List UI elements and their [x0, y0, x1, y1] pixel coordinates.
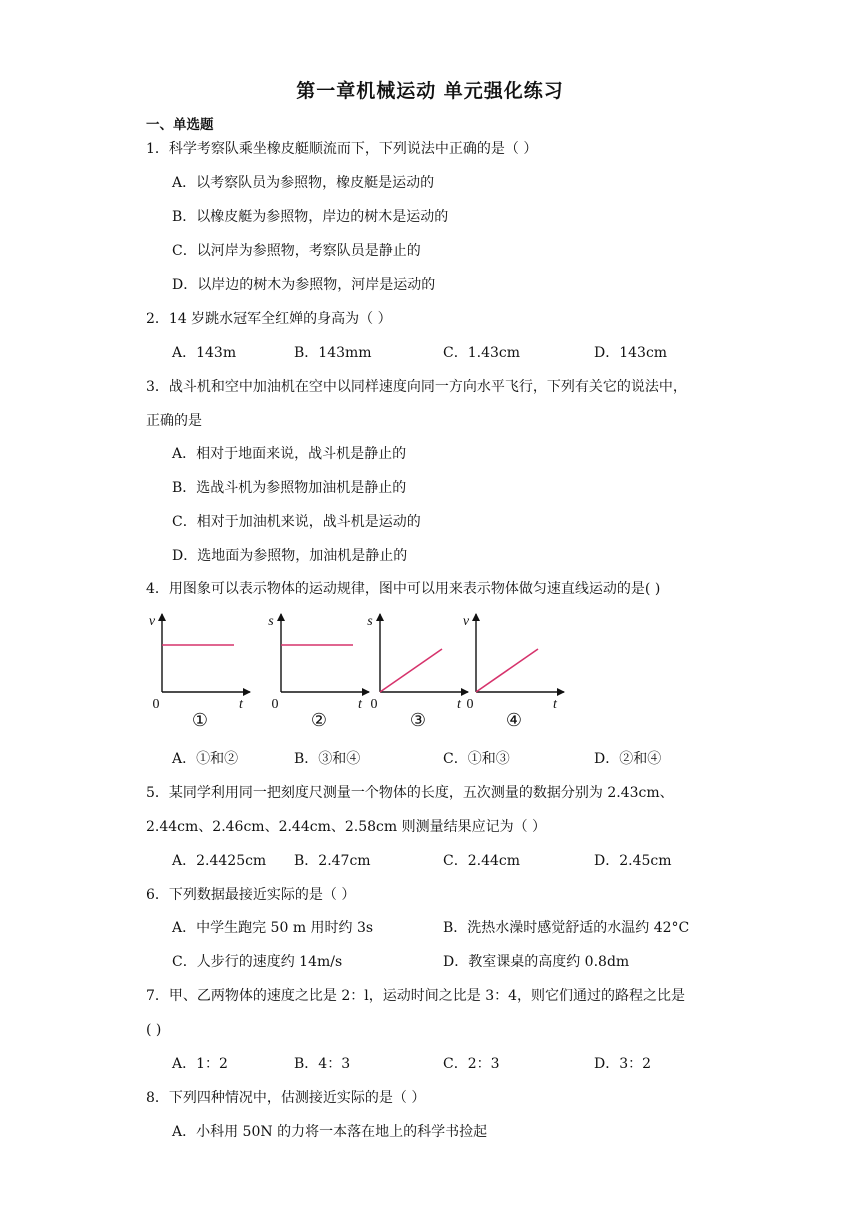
- page-title: 第一章机械运动 单元强化练习: [296, 80, 564, 102]
- question-1-option-a: A．以考察队员为参照物，橡皮艇是运动的: [172, 175, 435, 191]
- question-6-option-b: B．洗热水澡时感觉舒适的水温约 42°C: [443, 920, 690, 936]
- graph-4-data-line: [476, 649, 538, 692]
- question-5-option-d: D．2.45cm: [594, 853, 672, 869]
- graph-3-x-label: t: [457, 697, 461, 712]
- question-2-option-c: C．1.43cm: [443, 345, 520, 361]
- graph-1-number: ①: [191, 710, 209, 730]
- graph-1-y-label: v: [148, 614, 156, 629]
- question-8-stem: 8．下列四种情况中，估测接近实际的是（ ）: [146, 1090, 426, 1106]
- graph-3-origin-label: 0: [370, 697, 378, 712]
- graph-4-number: ④: [505, 710, 523, 730]
- question-7-option-c: C．2：3: [443, 1056, 500, 1072]
- question-2-option-b: B．143mm: [294, 345, 372, 361]
- question-6-option-d: D．教室课桌的高度约 0.8dm: [443, 954, 630, 970]
- question-1-stem: 1．科学考察队乘坐橡皮艇顺流而下，下列说法中正确的是（ ）: [146, 141, 538, 157]
- question-5-stem-line-1: 5．某同学利用同一把刻度尺测量一个物体的长度，五次测量的数据分别为 2.43cm、: [146, 785, 674, 801]
- question-3-option-c: C．相对于加油机来说，战斗机是运动的: [172, 514, 421, 530]
- question-1-option-d: D．以岸边的树木为参照物，河岸是运动的: [172, 277, 436, 293]
- question-1-option-c: C．以河岸为参照物，考察队员是静止的: [172, 243, 421, 259]
- question-5-stem-line-2: 2.44cm、2.46cm、2.44cm、2.58cm 则测量结果应记为（ ）: [146, 819, 547, 835]
- question-3-stem-line-2: 正确的是: [146, 413, 202, 429]
- question-4-option-d: D．②和④: [594, 751, 662, 767]
- question-3-stem-line-1: 3．战斗机和空中加油机在空中以同样速度向同一方向水平飞行，下列有关它的说法中，: [146, 379, 687, 395]
- question-2-option-a: A．143m: [172, 345, 237, 361]
- section-heading: 一、单选题: [146, 117, 214, 133]
- question-2-stem: 2．14 岁跳水冠军全红婵的身高为（ ）: [146, 311, 392, 327]
- question-1-option-b: B．以橡皮艇为参照物，岸边的树木是运动的: [172, 209, 449, 225]
- graph-2-number: ②: [310, 710, 328, 730]
- graph-1-origin-label: 0: [152, 697, 160, 712]
- question-4-option-a: A．①和②: [172, 751, 239, 767]
- question-6-stem: 6．下列数据最接近实际的是（ ）: [146, 887, 356, 903]
- graph-3-y-label: s: [367, 614, 373, 629]
- motion-graphs-figure: [140, 608, 580, 738]
- graph-2-y-label: s: [268, 614, 274, 629]
- question-5-option-b: B．2.47cm: [294, 853, 371, 869]
- question-6-option-c: C．人步行的速度约 14m/s: [172, 954, 343, 970]
- question-5-option-a: A．2.4425cm: [172, 853, 267, 869]
- question-4-stem: 4．用图象可以表示物体的运动规律，图中可以用来表示物体做匀速直线运动的是( ): [146, 581, 661, 597]
- question-4-option-b: B．③和④: [294, 751, 361, 767]
- question-7-stem-line-1: 7．甲、乙两物体的速度之比是 2：l，运动时间之比是 3：4，则它们通过的路程之比是: [146, 988, 686, 1004]
- question-7-stem-line-2: ( ): [146, 1022, 162, 1038]
- graph-3-data-line: [380, 649, 442, 692]
- graph-2-origin-label: 0: [271, 697, 279, 712]
- graph-1-x-label: t: [239, 697, 243, 712]
- question-7-option-d: D．3：2: [594, 1056, 652, 1072]
- question-8-option-a: A．小科用 50N 的力将一本落在地上的科学书捡起: [172, 1124, 488, 1140]
- graph-2-x-label: t: [358, 697, 362, 712]
- graph-3-number: ③: [409, 710, 427, 730]
- question-3-option-a: A．相对于地面来说，战斗机是静止的: [172, 446, 407, 462]
- question-2-option-d: D．143cm: [594, 345, 668, 361]
- question-6-option-a: A．中学生跑完 50 m 用时约 3s: [172, 920, 374, 936]
- question-7-option-a: A．1：2: [172, 1056, 228, 1072]
- question-5-option-c: C．2.44cm: [443, 853, 520, 869]
- graph-4-x-label: t: [553, 697, 557, 712]
- question-7-option-b: B．4：3: [294, 1056, 351, 1072]
- question-3-option-b: B．选战斗机为参照物加油机是静止的: [172, 480, 407, 496]
- question-3-option-d: D．选地面为参照物，加油机是静止的: [172, 548, 408, 564]
- question-4-option-c: C．①和③: [443, 751, 510, 767]
- graph-4-y-label: v: [462, 614, 470, 629]
- graph-4-origin-label: 0: [466, 697, 474, 712]
